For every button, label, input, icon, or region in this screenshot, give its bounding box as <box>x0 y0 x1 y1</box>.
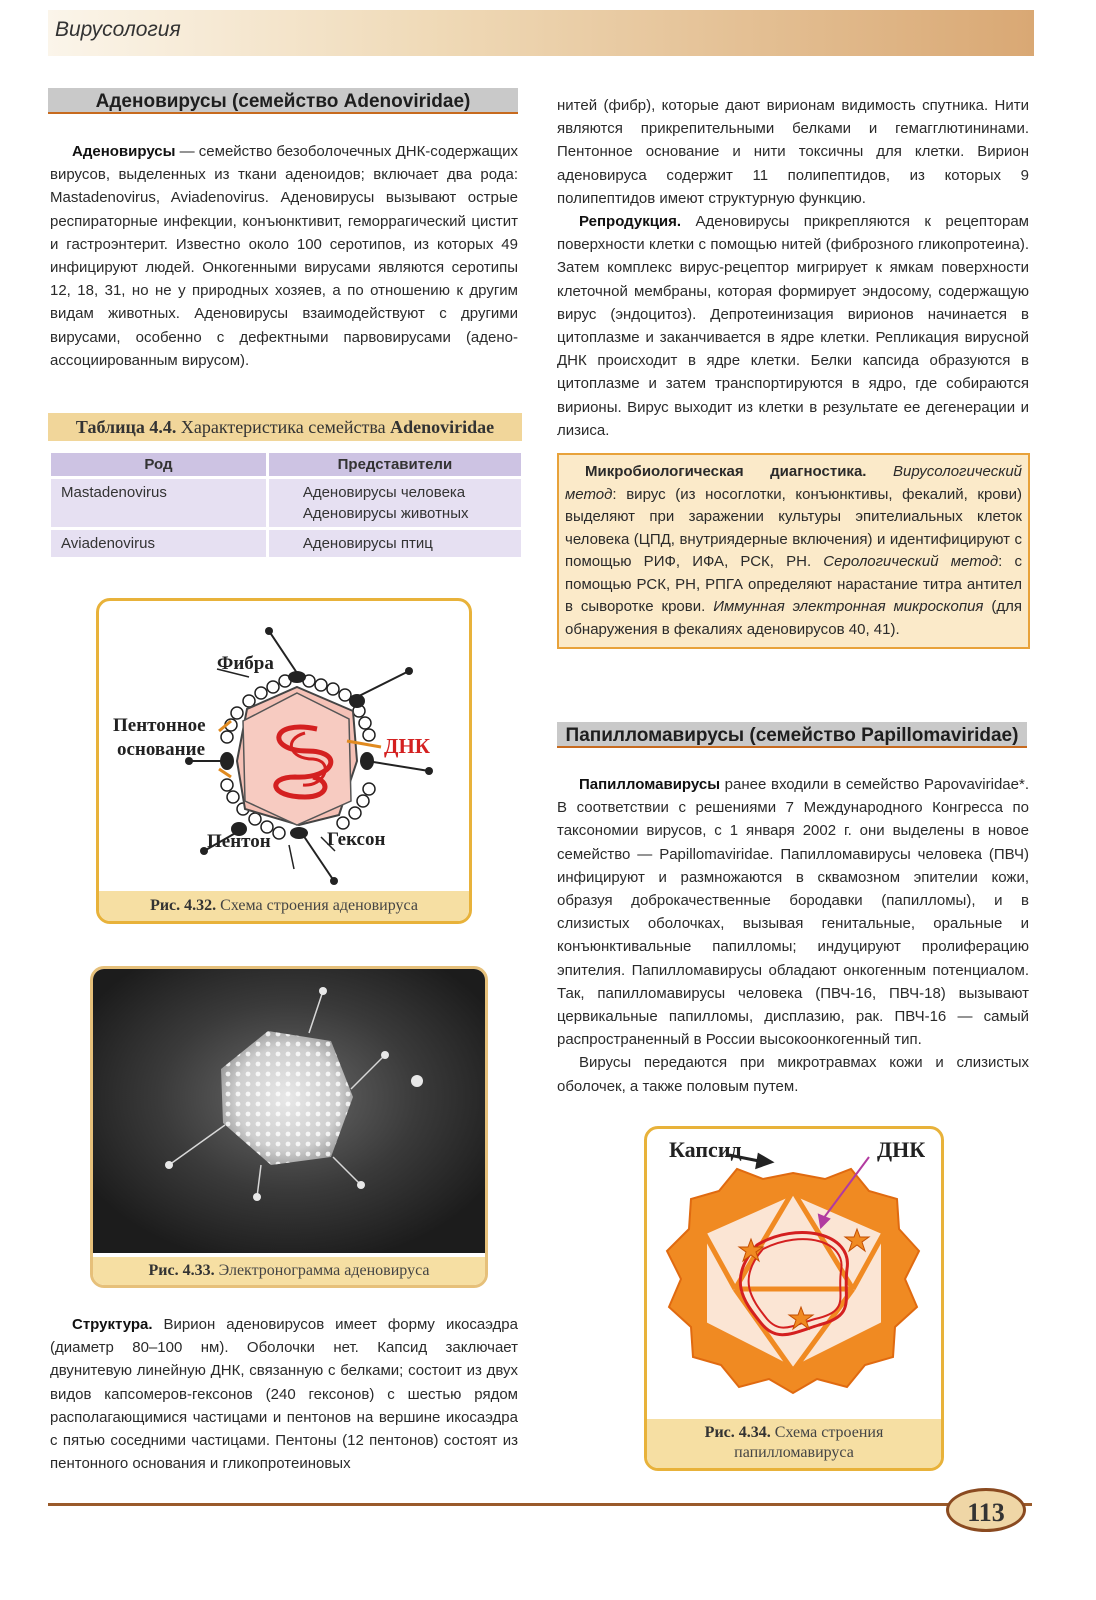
diag-method-1: Вирусологический метод <box>565 463 1022 503</box>
fig32-label-dna: ДНК <box>384 734 431 758</box>
running-header-title: Вирусология <box>55 18 181 41</box>
table-header-representatives: Представители <box>269 453 521 476</box>
repro-text: Аденовирусы прикрепляются к рецепторам поверхности клетки с помощью нитей (фиброзного гликопротеина). Затем комплекс вирус-рецептор мигрирует к ямкам поверхности клеточной мембраны, которая формирует эндосому, содержащую вирус (эндоцитоз). Депротеинизация вирионов начинается в цитоплазме и заканчивается в ядре клетки. Репликация вирусной ДНК происходит в ядре клетки. Белки капсида образуются в цитоплазме и затем транспортируются в ядро, где собираются вирионы. Вирус выходит из клетки в результате ее дегенерации и лизиса. <box>557 213 1029 439</box>
figure-4-32-frame <box>96 598 472 924</box>
table-header-genus: Род <box>51 453 266 476</box>
genus-table <box>48 450 524 560</box>
table-cell-reps <box>269 530 521 557</box>
fig32-label-fiber: Фибра <box>217 653 274 674</box>
table-rep-item: Аденовирусы человека <box>302 484 466 501</box>
table-caption-text: Характеристика семейства <box>176 417 391 437</box>
fig32-caption-text: Схема строения аденовируса <box>216 897 418 914</box>
table-caption-family: Adenoviridae <box>390 417 495 437</box>
fig32-label-penton: Пентон <box>207 831 271 852</box>
fig34-caption-num: Рис. 4.34. <box>704 1424 771 1441</box>
diag-text-3: (для обнаружения в фекалиях аденовирусов 40, 41). <box>565 598 1022 638</box>
adeno-intro-text: — семейство безоболочечных ДНК-содержащих вирусов, выделенных из ткани аденоидов; включает два рода: Mastadenovirus, Aviadenovirus. Аденовирусы вызывают острые респираторные инфекции, конъюнктивит, геморрагический цистит и гастроэнтерит. Известно около 100 серотипов, из которых 49 инфицируют людей. Онкогенными вирусами являются серотипы 12, 18, 31, но не у природных хозяев, а по отношению к другим видам животных. Аденовирусы взаимодействуют с другими вирусами, особенно с дефектными парвовирусами (адено-ассоциированным вирусом). <box>50 143 519 369</box>
papilloma-text <box>557 773 1029 1098</box>
figure-4-34-frame <box>644 1126 944 1471</box>
table-header-row <box>51 453 521 476</box>
figure-4-33-frame <box>90 966 488 1288</box>
adeno-structure-paragraph <box>50 1313 518 1475</box>
diag-text-1: : вирус (из носоглотки, конъюнктивы, фекалий, крови) выделяют при заражении культуры эпителиальных клеток человека (ЦПД, внутриядерные включения) и идентифицируют с помощью РИФ, ИФА, РСК, РН. <box>565 485 1022 570</box>
diagnostics-box <box>557 453 1030 649</box>
fig32-caption-num: Рис. 4.32. <box>150 897 217 914</box>
table-caption <box>48 413 522 441</box>
running-header-band <box>48 10 1034 56</box>
diag-method-3: Иммунная электронная микроскопия <box>713 598 984 615</box>
fig34-caption-text-1: Схема строения <box>770 1424 884 1441</box>
papilloma-intro-text: ранее входили в семейство Papovaviridae*. В соответствии с решениями 7 Международного Конгресса по таксономии вирусов, с 1 января 2002 г. они выделены в новое семейство — Papillomaviridae. Папилломавирусы человека (ПВЧ) инфицируют и размножаются в сквамозном эпителии кожи, образуя доброкачественные бородавки (папилломы), и в слизистых оболочках, вызывая генитальные, оральные и конъюнктивальные папилломы; индуцируют пролиферацию эпителия. Папилломавирусы обладают онкогенным потенциалом. Так, папилломавирусы человека (ПВЧ-16, ПВЧ-18) вызывают цервикальные папилломы, дисплазию, рак. ПВЧ-16 — самый распространенный в России высокоонкогенный тип. <box>557 776 1029 1049</box>
table-row <box>51 479 521 527</box>
diag-text-2: : с помощью РСК, РН, РПГА определяют нарастание титра антител в сыворотке крови. <box>565 553 1022 615</box>
adenovirus-electron-micrograph <box>93 969 485 1253</box>
repro-term: Репродукция. <box>579 213 682 231</box>
diag-term: Микробиологическая диагностика. <box>585 463 867 480</box>
table-cell-genus: Aviadenovirus <box>51 530 266 557</box>
adeno-right-column-text <box>557 94 1029 442</box>
page-number: 113 <box>946 1488 1026 1532</box>
papilloma-transmission-paragraph: Вирусы передаются при микротравмах кожи и слизистых оболочек, а также половым путем. <box>557 1054 1029 1095</box>
figure-4-34-caption <box>647 1419 941 1468</box>
adeno-intro-paragraph <box>50 140 518 372</box>
table-rep-item: Аденовирусы птиц <box>302 535 433 552</box>
fig34-label-dna: ДНК <box>877 1137 926 1162</box>
adeno-section-heading: Аденовирусы (семейство Adenoviridae) <box>48 88 518 114</box>
table-rep-item: Аденовирусы животных <box>302 505 469 522</box>
fig33-caption-text: Электронограмма аденовируса <box>214 1262 430 1279</box>
fig33-caption-num: Рис. 4.33. <box>148 1262 215 1279</box>
fig32-label-hexon: Гексон <box>327 829 386 850</box>
papilloma-intro-term: Папилломавирусы <box>579 776 720 793</box>
fig32-label-penton-base-2: основание <box>117 739 205 760</box>
table-cell-reps <box>269 479 521 527</box>
papillomavirus-diagram <box>647 1129 941 1419</box>
fig32-label-penton-base-1: Пентонное <box>113 715 206 736</box>
papilloma-section-heading: Папилломавирусы (семейство Papillomaviridae) <box>557 722 1027 748</box>
structure-term: Структура. <box>72 1316 153 1333</box>
adeno-intro-term: Аденовирусы <box>72 143 176 160</box>
footer-rule <box>48 1503 1032 1506</box>
structure-text: Вирион аденовирусов имеет форму икосаэдра (диаметр 80–100 нм). Оболочки нет. Капсид заключает двунитевую линейную ДНК, связанную с белками; состоит из двух видов капсомеров-гексонов (240 гексонов) с шестью рядом располагающимися частицами и пентонов на вершине икосаэдра с пятью соседними частицами. Пентоны (12 пентонов) состоят из пентонного основания и гликопротеиновых <box>50 1316 518 1473</box>
diag-method-2: Серологический метод <box>823 553 999 570</box>
adeno-continued-paragraph: нитей (фибр), которые дают вирионам видимость спутника. Нити являются прикрепительными белками и гемагглютининами. Пентонное основание и нити токсичны для клетки. Вирион аденовируса содержит 11 полипептидов, из которых 9 полипептидов имеют структурную функцию. <box>557 97 1029 207</box>
figure-4-33-caption <box>93 1257 485 1285</box>
figure-4-32-caption <box>99 891 469 921</box>
fig34-label-capsid: Капсид <box>669 1137 742 1162</box>
table-cell-genus: Mastadenovirus <box>51 479 266 527</box>
fig34-caption-text-2: папилломавируса <box>734 1444 854 1461</box>
table-caption-prefix: Таблица 4.4. <box>75 417 177 437</box>
table-row <box>51 530 521 557</box>
adenovirus-diagram <box>99 601 469 891</box>
